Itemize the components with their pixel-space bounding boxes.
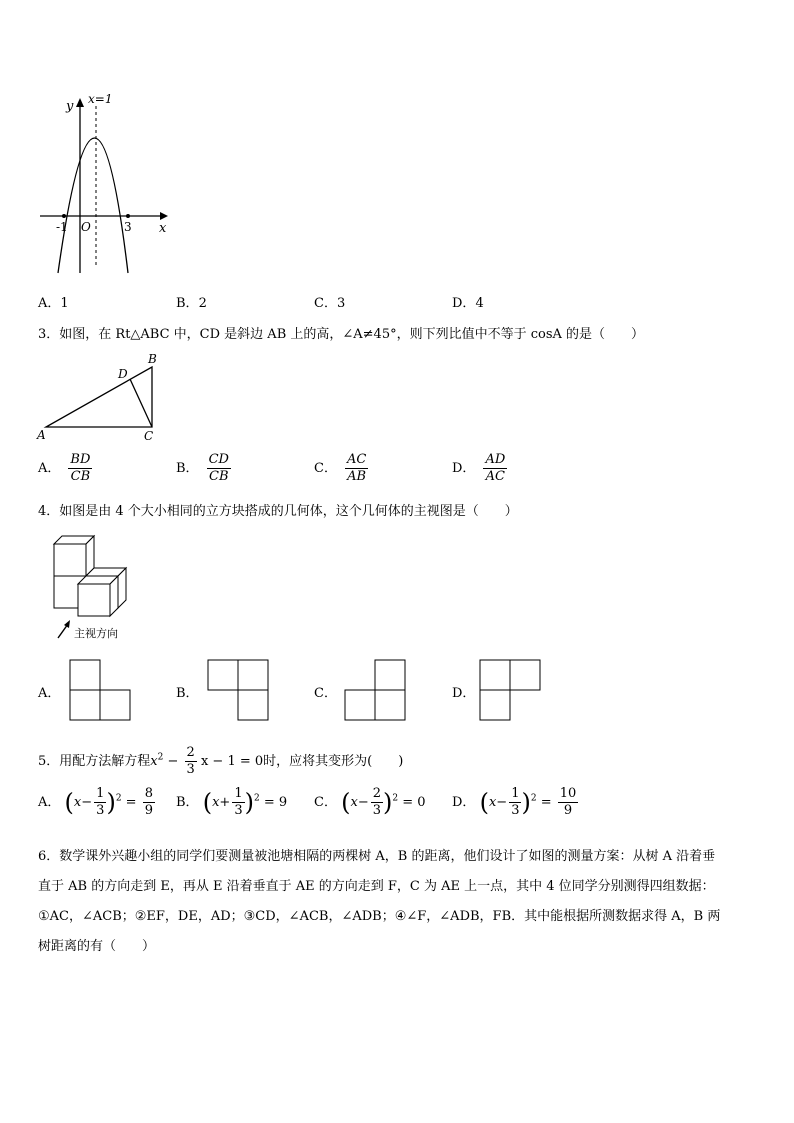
q3-option-c: C． $\frac{AC}{AB}$ (314, 452, 367, 484)
q6-line-2: 直于 AB 的方向走到 E，再从 E 沿着垂直于 AE 的方向走到 F，C 为 AE 上一点，其中 4 位同学分别测得四组数据： (38, 879, 715, 894)
q4-option-d-figure (479, 659, 543, 723)
tick-label-left: -1 (56, 220, 68, 234)
q4-option-a-figure (69, 659, 133, 723)
q5-stem: 5．用配方法解方程$x^2$ − $\frac{2}{3}$ x − 1 = 0时，应将其变形为( ) (38, 745, 404, 777)
origin-label: O (81, 220, 91, 234)
q4-stem: 4．如图是由 4 个大小相同的立方块搭成的几何体，这个几何体的主视图是（ ） (38, 504, 518, 519)
parabola-graph (38, 88, 173, 278)
q2-option-d: D．4 (452, 296, 484, 311)
y-axis-label: y (66, 99, 74, 114)
q4-option-d-label: D． (452, 686, 476, 701)
cube-figure (46, 530, 141, 644)
q5-option-a: A． (x− $\frac{1}{3}$ )$^2$ = $\frac{8}{9}$ (38, 786, 153, 818)
q6-line-4: 树距离的有（ ） (38, 939, 156, 954)
q5-option-c: C． (x− $\frac{2}{3}$ )$^2$ = 0 (314, 786, 426, 818)
q4-option-b-figure (207, 659, 271, 723)
q2-option-b: B．2 (176, 296, 207, 311)
q2-option-a: A．1 (38, 296, 69, 311)
label-d: D (118, 367, 128, 381)
q2-option-c: C．3 (314, 296, 346, 311)
q4-option-b-label: B． (176, 686, 199, 701)
label-b: B (148, 352, 157, 366)
q6-line-1: 6．数学课外兴趣小组的同学们要测量被池塘相隔的两棵树 A，B 的距离，他们设计了如图的测量方案：从树 A 沿着垂 (38, 849, 716, 864)
tick-label-right: 3 (124, 220, 132, 234)
q5-option-b: B． (x+ $\frac{1}{3}$ )$^2$ = 9 (176, 786, 288, 818)
label-a: A (37, 428, 46, 442)
q4-option-c-figure (344, 659, 408, 723)
axis-line-label: x=1 (88, 92, 113, 106)
q3-option-d: D． $\frac{AD}{AC}$ (452, 452, 506, 484)
q4-option-a-label: A． (38, 686, 61, 701)
q6-line-3: ①AC，∠ACB；②EF，DE，AD；③CD，∠ACB，∠ADB；④∠F，∠ADB，FB．其中能根据所测数据求得 A，B 两 (38, 909, 721, 924)
view-direction-caption: 主视方向 (74, 627, 118, 640)
q5-option-d: D． (x− $\frac{1}{3}$ )$^2$ = $\frac{10}{9}$ (452, 786, 577, 818)
x-axis-label: x (159, 221, 167, 236)
label-c: C (144, 429, 154, 443)
q4-option-c-label: C． (314, 686, 337, 701)
q3-option-b: B． $\frac{CD}{CB}$ (176, 452, 229, 484)
triangle-figure (34, 350, 162, 444)
q3-option-a: A． $\frac{BD}{CB}$ (38, 452, 91, 484)
q3-stem: 3．如图，在 Rt△ABC 中，CD 是斜边 AB 上的高，∠A≠45°，则下列比值中不等于 cosA 的是（ ） (38, 327, 645, 342)
